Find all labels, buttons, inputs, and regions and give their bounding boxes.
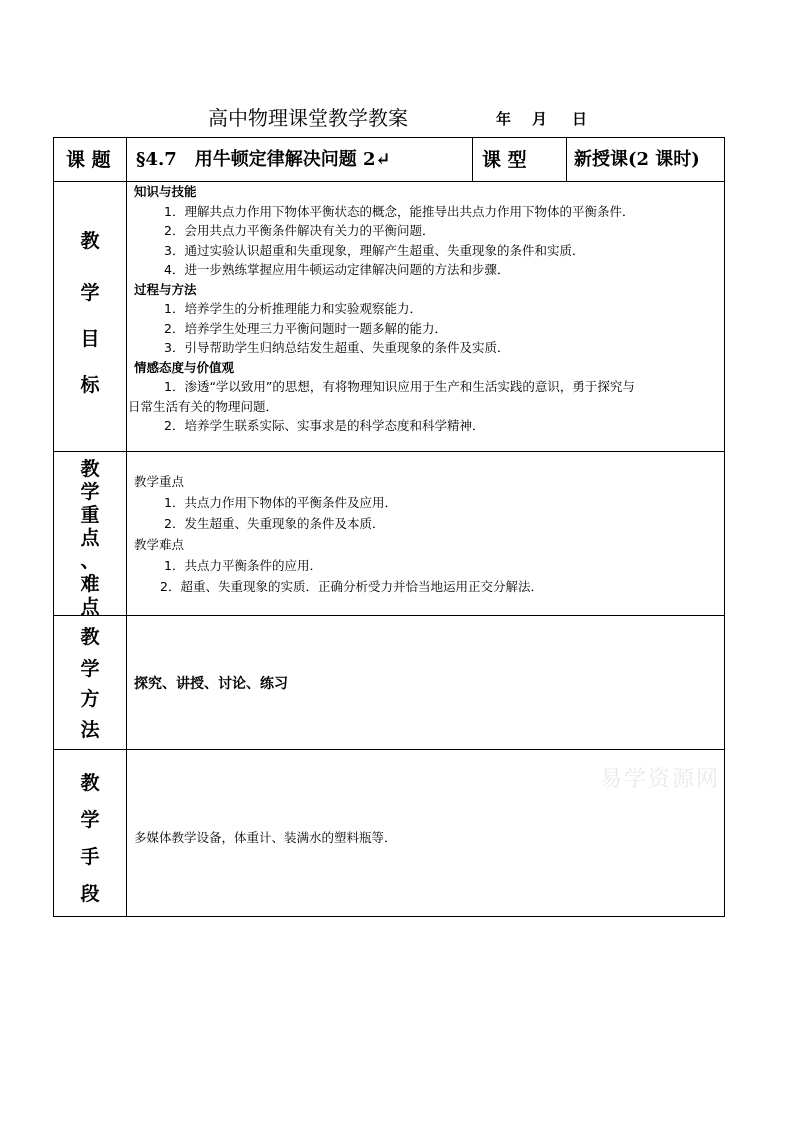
list-item: 1．渗透“学以致用”的思想，有将物理知识应用于生产和生活实践的意识，勇于探究与 — [164, 379, 635, 394]
methods-content: 探究、讲授、讨论、练习 — [134, 676, 288, 692]
watermark: 易学资源网 — [600, 767, 721, 792]
column-divider — [126, 138, 127, 916]
list-item: 1．共点力平衡条件的应用． — [164, 558, 322, 573]
key-points-content — [134, 471, 720, 597]
course-title: §4.7 用牛顿定律解决问题 2↵ — [136, 149, 391, 170]
section-heading: 情感态度与价值观 — [134, 359, 235, 375]
list-item: 2．会用共点力平衡条件解决有关力的平衡问题． — [164, 223, 435, 238]
list-item: 3．通过实验认识超重和失重现象，理解产生超重、失重现象的条件和实质． — [164, 242, 585, 258]
column-divider — [472, 138, 473, 182]
methods-label: 教 学 方 法 — [80, 626, 100, 741]
column-divider — [566, 138, 567, 182]
section-heading: 过程与方法 — [134, 281, 197, 297]
list-item: 2．发生超重、失重现象的条件及本质． — [164, 516, 385, 531]
list-item-continuation: 日常生活有关的物理问题． — [128, 398, 279, 414]
list-item: 1．培养学生的分析推理能力和实验观察能力． — [164, 301, 422, 316]
date-day-label: 日 — [572, 110, 588, 128]
list-item: 1．共点力作用下物体的平衡条件及应用． — [164, 495, 397, 510]
list-item: 1．理解共点力作用下物体平衡状态的概念，能推导出共点力作用下物体的平衡条件． — [164, 203, 635, 219]
title-line — [0, 104, 794, 134]
date-month-label: 月 — [532, 110, 548, 128]
means-content: 多媒体教学设备，体重计、装满水的塑料瓶等． — [134, 830, 397, 845]
page-title: 高中物理课堂教学教案 — [208, 106, 408, 130]
objectives-content — [128, 182, 720, 436]
list-item: 2．超重、失重现象的实质．正确分析受力并恰当地运用正交分解法． — [160, 579, 543, 594]
list-item: 2．培养学生处理三力平衡问题时一题多解的能力． — [164, 320, 447, 336]
lesson-plan-table — [53, 137, 725, 917]
course-type-value: 新授课(2 课时) — [574, 149, 700, 170]
section-heading: 知识与技能 — [134, 184, 197, 199]
course-type-label: 课 型 — [482, 149, 527, 171]
focus-heading: 教学重点 — [134, 474, 185, 489]
objectives-label: 教 学 目 标 — [80, 230, 100, 396]
means-label: 教 学 手 段 — [80, 772, 100, 905]
list-item: 3．引导帮助学生归纳总结发生超重、失重现象的条件及实质． — [164, 340, 510, 355]
list-item: 2．培养学生联系实际、实事求是的科学态度和科学精神． — [164, 418, 485, 433]
list-item: 4．进一步熟练掌握应用牛顿运动定律解决问题的方法和步骤． — [164, 262, 510, 277]
row-divider — [54, 615, 724, 616]
course-label: 课 题 — [66, 149, 111, 171]
key-points-label: 教 学 重 点 、 难 点 — [80, 458, 100, 618]
row-divider — [54, 749, 724, 750]
difficulty-heading: 教学难点 — [134, 537, 185, 552]
date-year-label: 年 — [496, 110, 512, 128]
row-divider — [54, 451, 724, 452]
